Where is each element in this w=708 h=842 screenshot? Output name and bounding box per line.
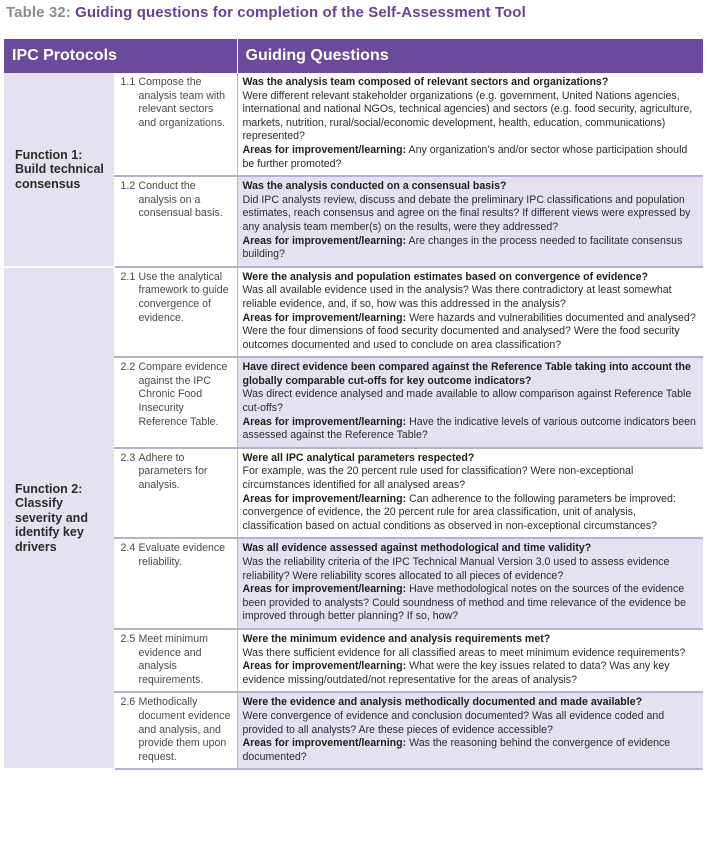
protocol-cell bbox=[114, 448, 237, 539]
question-cell bbox=[237, 267, 703, 358]
areas-label: Areas for improvement/learning: bbox=[242, 311, 407, 324]
protocol-cell bbox=[114, 538, 237, 629]
protocol-number: 2.5 bbox=[120, 632, 136, 645]
protocol-text: Use the analytical framework to guide convergence of evidence. bbox=[138, 270, 229, 324]
table-number: Table 32: bbox=[6, 4, 71, 21]
protocol-text: Compose the analysis team with relevant sectors and organizations. bbox=[138, 76, 226, 129]
areas-text: Have methodological notes on the sources of the evidence been provided to analysts? Could soundness of method and time relevance of the evidence be improved through better planning? If so, how? bbox=[242, 583, 686, 623]
areas-label: Areas for improvement/learning: bbox=[242, 234, 407, 247]
protocol-cell bbox=[114, 692, 237, 769]
question-detail: Was direct evidence analysed and made available to allow comparison against Reference Table cut-offs? bbox=[242, 388, 692, 415]
table-title bbox=[6, 4, 526, 21]
question-detail: Was there sufficient evidence for all classified areas to meet minimum evidence requirements? bbox=[242, 646, 686, 659]
question-cell bbox=[237, 176, 703, 267]
areas-for-improvement bbox=[243, 416, 696, 442]
protocol-cell bbox=[114, 73, 237, 176]
protocol-number: 2.2 bbox=[120, 361, 136, 374]
question-detail: Were different relevant stakeholder organizations (e.g. government, United Nations agencies, international and national NGOs, technical agencies) and sectors (e.g. food security, agriculture, markets, nutrition, rural/social/economic development, health, education, communications) represented? bbox=[242, 89, 693, 143]
question-cell bbox=[237, 692, 703, 769]
question-cell bbox=[237, 629, 703, 692]
areas-text: Are changes in the process needed to facilitate consensus building? bbox=[242, 234, 683, 261]
guiding-question: Was all evidence assessed against methodological and time validity? bbox=[242, 542, 592, 555]
protocol-text: Meet minimum evidence and analysis requirements. bbox=[138, 632, 208, 686]
protocol-text: Conduct the analysis on a consensual basis. bbox=[138, 180, 223, 220]
protocol-text: Compare evidence against the IPC Chronic Food Insecurity Reference Table. bbox=[138, 361, 228, 428]
guiding-question: Were the analysis and population estimates based on convergence of evidence? bbox=[242, 270, 648, 283]
areas-for-improvement bbox=[243, 583, 686, 622]
areas-for-improvement bbox=[243, 235, 683, 261]
protocol-number: 1.1 bbox=[120, 76, 136, 88]
guiding-question: Was the analysis team composed of relevant sectors and organizations? bbox=[242, 76, 609, 88]
areas-label: Areas for improvement/learning: bbox=[242, 492, 407, 505]
protocol-cell bbox=[114, 267, 237, 358]
protocol-number: 2.3 bbox=[120, 451, 136, 464]
areas-text: Can adherence to the following parameters be improved: convergence of evidence, the 20 percent rule for area classification, unit of analysis, classification based on actual conditions as observed in non-exceptional circumstances? bbox=[242, 492, 676, 532]
question-cell bbox=[237, 73, 703, 176]
areas-label: Areas for improvement/learning: bbox=[242, 737, 407, 750]
protocol-text: Methodically document evidence and analysis, and provide them upon request. bbox=[138, 696, 231, 763]
protocol-cell bbox=[114, 357, 237, 448]
guiding-question: Have direct evidence been compared against the Reference Table taking into account the globally comparable cut-offs for key outcome indicators? bbox=[242, 361, 691, 387]
table-row bbox=[4, 73, 703, 176]
guiding-question: Were the evidence and analysis methodically documented and made available? bbox=[242, 696, 643, 709]
question-detail: Did IPC analysts review, discuss and debate the preliminary IPC classifications and population estimates, reach consensus and agree on the final results? If different views were expressed by any analysis team member(s) on the results, were they addressed? bbox=[242, 193, 691, 233]
question-cell bbox=[237, 448, 703, 539]
guiding-question: Were all IPC analytical parameters respected? bbox=[242, 451, 475, 464]
areas-text: Was the reasoning behind the convergence of evidence documented? bbox=[242, 737, 671, 763]
areas-label: Areas for improvement/learning: bbox=[242, 415, 407, 428]
areas-text: Any organization's and/or sector whose participation should be further promoted? bbox=[242, 143, 688, 170]
guiding-questions-table bbox=[4, 39, 703, 770]
areas-for-improvement bbox=[243, 493, 676, 532]
question-detail: Was the reliability criteria of the IPC Technical Manual Version 3.0 used to assess evidence reliability? Were reliability scores allocated to all pieces of evidence? bbox=[242, 556, 670, 582]
function-label: Function 1: Build technical consensus bbox=[15, 147, 104, 191]
function-cell bbox=[4, 267, 114, 770]
header-ipc-protocols: IPC Protocols bbox=[4, 39, 237, 73]
question-detail: Was all available evidence used in the analysis? Was there contradictory at least somewhat reliable evidence, and, if so, how was this addressed in the analysis? bbox=[242, 284, 672, 310]
question-cell bbox=[237, 357, 703, 448]
areas-text: What were the key issues related to data? Was any key evidence missing/outdated/not representative for the areas of analysis? bbox=[242, 660, 670, 686]
guiding-question: Was the analysis conducted on a consensual basis? bbox=[242, 180, 507, 193]
areas-text: Have the indicative levels of various outcome indicators been assessed against the Reference Table? bbox=[242, 415, 696, 442]
areas-for-improvement bbox=[243, 144, 688, 170]
areas-label: Areas for improvement/learning: bbox=[242, 143, 407, 156]
areas-label: Areas for improvement/learning: bbox=[242, 660, 407, 673]
table-row bbox=[4, 267, 703, 358]
areas-for-improvement bbox=[243, 660, 670, 686]
header-guiding-questions: Guiding Questions bbox=[237, 39, 703, 73]
protocol-cell bbox=[114, 629, 237, 692]
question-cell bbox=[237, 538, 703, 629]
protocol-number: 2.6 bbox=[120, 696, 136, 709]
table-header-row bbox=[4, 39, 703, 73]
areas-text: Were hazards and vulnerabilities documented and analysed? Were the four dimensions of food security documented and analysed? Were the food security outcomes documented and used to conclude on area classification? bbox=[242, 311, 696, 351]
table-title-text: Guiding questions for completion of the Self-Assessment Tool bbox=[75, 4, 526, 21]
areas-for-improvement bbox=[243, 737, 671, 763]
protocol-text: Evaluate evidence reliability. bbox=[138, 542, 226, 568]
protocol-number: 2.1 bbox=[120, 270, 136, 283]
protocol-number: 2.4 bbox=[120, 542, 136, 555]
areas-label: Areas for improvement/learning: bbox=[242, 583, 407, 596]
protocol-text: Adhere to parameters for analysis. bbox=[138, 451, 208, 492]
protocol-cell bbox=[114, 176, 237, 267]
function-label: Function 2: Classify severity and identify key drivers bbox=[15, 481, 88, 554]
question-detail: Were convergence of evidence and conclusion documented? Was all evidence coded and provided to all analysts? Are these pieces of evidence accessible? bbox=[242, 709, 665, 736]
protocol-number: 1.2 bbox=[120, 180, 136, 193]
question-detail: For example, was the 20 percent rule used for classification? Were non-exceptional circumstances identified for all analysed areas? bbox=[242, 465, 634, 492]
areas-for-improvement bbox=[243, 312, 696, 351]
guiding-question: Were the minimum evidence and analysis requirements met? bbox=[242, 632, 551, 645]
function-cell bbox=[4, 73, 114, 267]
